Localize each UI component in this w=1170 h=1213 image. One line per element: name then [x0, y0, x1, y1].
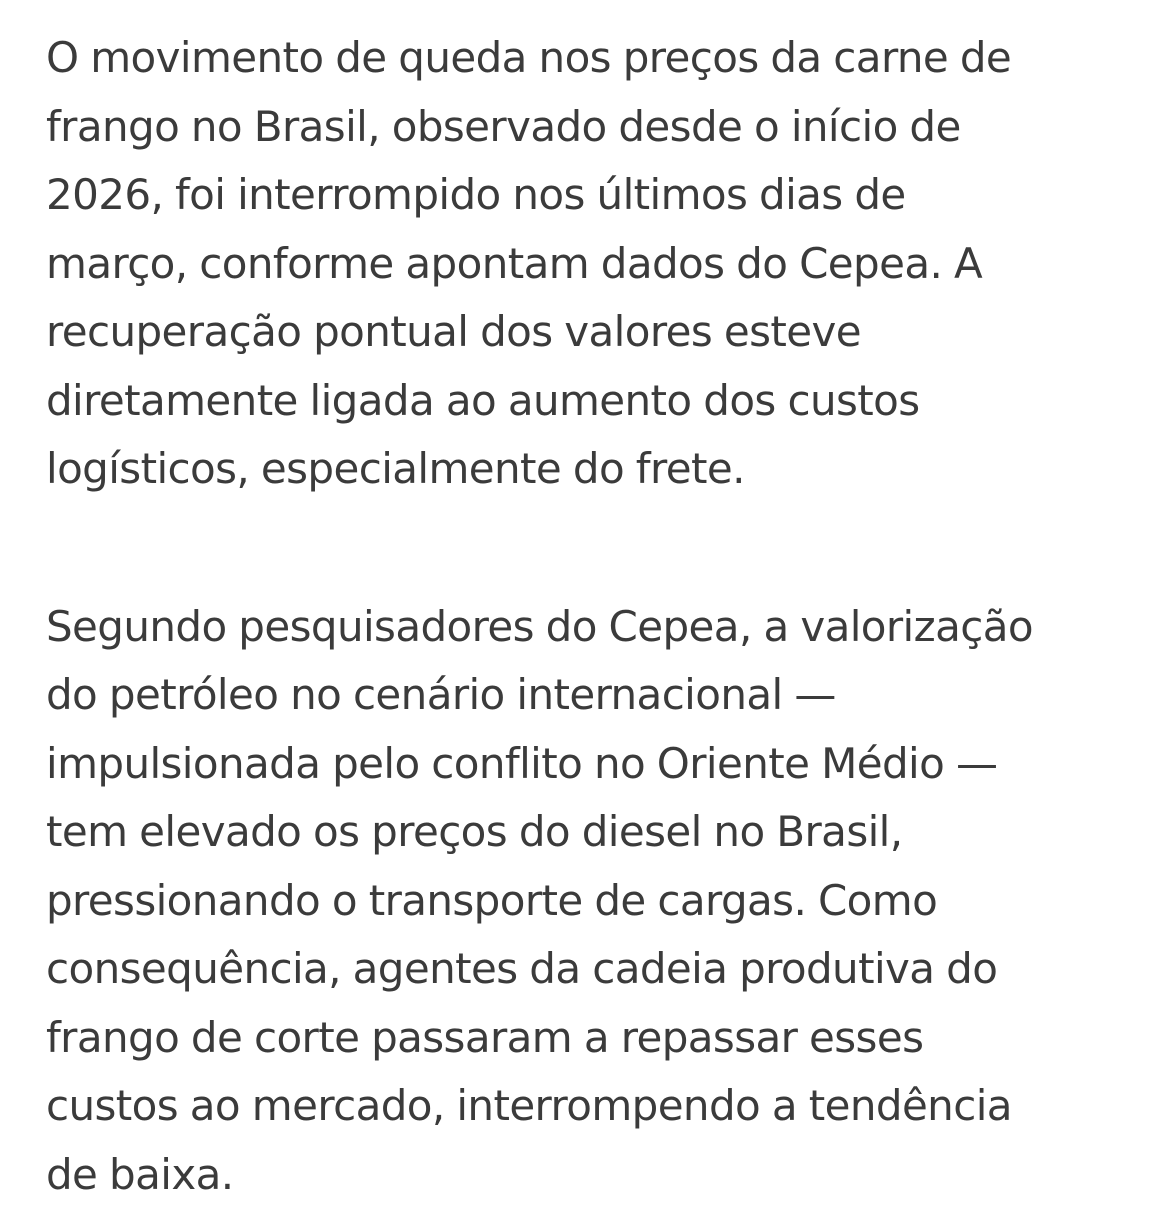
- paragraph-line: 2026, foi interrompido nos últimos dias de: [46, 170, 906, 219]
- paragraph-1: [46, 24, 1130, 504]
- paragraph-line: consequência, agentes da cadeia produtiva do: [46, 944, 998, 993]
- paragraph-line: pressionando o transporte de cargas. Como: [46, 875, 938, 925]
- paragraph-line: do petróleo no cenário internacional —: [46, 670, 836, 719]
- paragraph-line: frango no Brasil, observado desde o início de: [46, 101, 961, 151]
- paragraph-line: O movimento de queda nos preços da carne de: [46, 33, 1012, 82]
- paragraph-line: recuperação pontual dos valores esteve: [46, 307, 861, 356]
- paragraph-spacer: [46, 504, 1130, 593]
- paragraph-line: diretamente ligada ao aumento dos custos: [46, 375, 920, 425]
- paragraph-line: tem elevado os preços do diesel no Brasil,: [46, 807, 903, 856]
- paragraph-line: custos ao mercado, interrompendo a tendência: [46, 1081, 1012, 1130]
- paragraph-2: [46, 593, 1130, 1210]
- paragraph-line: impulsionada pelo conflito no Oriente Médio —: [46, 738, 998, 788]
- paragraph-line: logísticos, especialmente do frete.: [46, 444, 745, 493]
- paragraph-line: de baixa.: [46, 1149, 234, 1199]
- paragraph-line: frango de corte passaram a repassar esses: [46, 1012, 924, 1062]
- paragraph-line: Segundo pesquisadores do Cepea, a valorização: [46, 601, 1033, 651]
- paragraph-line: março, conforme apontam dados do Cepea. A: [46, 238, 983, 288]
